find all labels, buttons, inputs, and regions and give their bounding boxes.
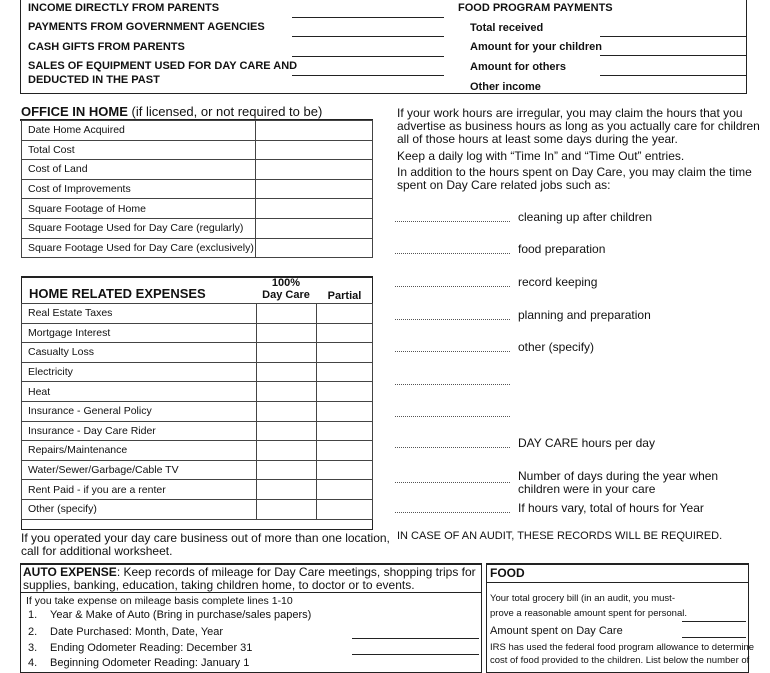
office-row-square-footage-of-home [22, 199, 373, 219]
office-row-value[interactable] [256, 179, 373, 199]
office-row-label: Square Footage of Home [22, 199, 256, 219]
expense-row-label: Rent Paid - if you are a renter [22, 480, 257, 500]
auto-expense-desc-a: : Keep records of mileage for Day Care meetings, shopping trips for [116, 565, 476, 579]
expenses-col-100-pct: 100% [271, 277, 301, 289]
office-row-square-footage-used-for-day-care-exclusively [22, 238, 373, 258]
expense-100-daycare-cell[interactable] [257, 382, 317, 402]
job-other-field[interactable] [395, 351, 510, 352]
job-other-label: other (specify) [518, 340, 595, 354]
expense-partial-cell[interactable] [317, 460, 373, 480]
office-row-value[interactable] [256, 238, 373, 258]
job-record-field[interactable] [395, 286, 510, 287]
days-in-care-field[interactable] [395, 482, 510, 483]
office-row-label: Total Cost [22, 140, 256, 160]
expenses-note-1: If you operated your day care business out of more than one location, [21, 531, 390, 545]
food-program-title: FOOD PROGRAM PAYMENTS [458, 2, 613, 14]
food-program-other-income-label: Other income [470, 81, 541, 93]
food-program-others-label: Amount for others [470, 61, 566, 73]
expense-100-daycare-cell[interactable] [257, 441, 317, 461]
expense-row-label: Insurance - Day Care Rider [22, 421, 257, 441]
expense-row-electricity [22, 362, 373, 382]
hours-p1c: all of those hours at least some days during the year. [397, 132, 678, 146]
expense-row-heat [22, 382, 373, 402]
expense-partial-cell[interactable] [317, 362, 373, 382]
hours-vary-field[interactable] [395, 512, 510, 513]
job-extra-field-2[interactable] [395, 416, 510, 417]
office-row-label: Square Footage Used for Day Care (exclusively) [22, 238, 256, 258]
job-food-field[interactable] [395, 253, 510, 254]
food-program-total-label: Total received [470, 22, 544, 34]
expense-partial-cell[interactable] [317, 499, 373, 519]
office-row-square-footage-used-for-day-care-regularly [22, 218, 373, 238]
expense-100-daycare-cell[interactable] [257, 480, 317, 500]
food-program-others-field[interactable] [600, 75, 747, 76]
expenses-table [21, 303, 373, 520]
day-care-hours-field[interactable] [395, 447, 510, 448]
income-label-gifts: CASH GIFTS FROM PARENTS [28, 41, 185, 53]
expense-partial-cell[interactable] [317, 382, 373, 402]
food-irs-1: IRS has used the federal food program allowance to determine [490, 642, 755, 653]
food-title: FOOD [490, 566, 525, 580]
expense-row-label: Heat [22, 382, 257, 402]
expense-row-real-estate-taxes [22, 304, 373, 324]
expense-row-insurance-general-policy [22, 401, 373, 421]
hours-p1b: advertise as business hours as long as you actually care for children [397, 119, 760, 133]
office-row-label: Cost of Land [22, 160, 256, 180]
office-row-label: Square Footage Used for Day Care (regularly) [22, 218, 256, 238]
expense-row-label: Other (specify) [22, 499, 257, 519]
expense-partial-cell[interactable] [317, 343, 373, 363]
office-row-value[interactable] [256, 199, 373, 219]
expense-row-repairs-maintenance [22, 441, 373, 461]
expenses-col-100 [256, 277, 316, 301]
days-in-care-label-a: Number of days during the year when [518, 469, 719, 483]
office-row-cost-of-improvements [22, 179, 373, 199]
hours-p3a: In addition to the hours spent on Day Care, you may claim the time [397, 165, 752, 179]
expense-partial-cell[interactable] [317, 480, 373, 500]
job-food-label: food preparation [518, 242, 606, 256]
auto-expense-desc-b: supplies, banking, education, taking children home, to doctor or to events. [23, 578, 415, 592]
expenses-title: HOME RELATED EXPENSES [29, 286, 206, 301]
hours-vary-label: If hours vary, total of hours for Year [518, 501, 704, 515]
office-title: OFFICE IN HOME [21, 104, 128, 119]
expense-partial-cell[interactable] [317, 304, 373, 324]
income-label-government: PAYMENTS FROM GOVERNMENT AGENCIES [28, 21, 265, 33]
expense-100-daycare-cell[interactable] [257, 421, 317, 441]
expense-row-label: Water/Sewer/Garbage/Cable TV [22, 460, 257, 480]
auto-expense-description [23, 565, 476, 579]
expense-100-daycare-cell[interactable] [257, 460, 317, 480]
office-row-value[interactable] [256, 218, 373, 238]
expense-100-daycare-cell[interactable] [257, 362, 317, 382]
office-row-total-cost [22, 140, 373, 160]
expense-row-label: Repairs/Maintenance [22, 441, 257, 461]
food-program-total-field[interactable] [600, 36, 747, 37]
expense-partial-cell[interactable] [317, 421, 373, 441]
auto-line-4-num: 4. [28, 657, 38, 669]
expense-row-rent-paid-if-you-are-a-renter [22, 480, 373, 500]
office-row-value[interactable] [256, 140, 373, 160]
expense-partial-cell[interactable] [317, 401, 373, 421]
expense-row-label: Electricity [22, 362, 257, 382]
auto-line-2-text: Date Purchased: Month, Date, Year [50, 626, 224, 638]
income-label-parents: INCOME DIRECTLY FROM PARENTS [28, 2, 220, 14]
hours-p2: Keep a daily log with “Time In” and “Time Out” entries. [397, 149, 685, 163]
job-planning-field[interactable] [395, 319, 510, 320]
expense-row-label: Real Estate Taxes [22, 304, 257, 324]
food-grocery-1: Your total grocery bill (in an audit, you must- [490, 593, 675, 604]
auto-line-2-field[interactable] [352, 638, 479, 639]
auto-line-3-text: Ending Odometer Reading: December 31 [50, 642, 253, 654]
office-subtitle: (if licensed, or not required to be) [131, 104, 323, 119]
day-care-hours-label: DAY CARE hours per day [518, 436, 655, 450]
office-heading [21, 104, 322, 119]
expense-row-label: Mortgage Interest [22, 323, 257, 343]
food-title-rule [487, 582, 748, 583]
auto-line-3-field[interactable] [352, 654, 479, 655]
expense-row-mortgage-interest [22, 323, 373, 343]
expense-partial-cell[interactable] [317, 323, 373, 343]
income-label-deducted: DEDUCTED IN THE PAST [28, 74, 160, 86]
auto-expense-title: AUTO EXPENSE [23, 565, 117, 579]
expenses-col-partial: Partial [327, 290, 362, 302]
office-row-label: Cost of Improvements [22, 179, 256, 199]
auto-line-1-num: 1. [28, 609, 38, 621]
auto-mileage-note: If you take expense on mileage basis complete lines 1-10 [26, 595, 293, 607]
auto-line-4-text: Beginning Odometer Reading: January 1 [50, 657, 250, 669]
food-grocery-2: prove a reasonable amount spent for personal. [490, 608, 687, 619]
office-row-date-home-acquired [22, 121, 373, 141]
food-program-children-field[interactable] [600, 55, 747, 56]
income-sales-field[interactable] [292, 75, 444, 76]
auto-line-2-num: 2. [28, 626, 38, 638]
job-extra-field-1[interactable] [395, 384, 510, 385]
income-gifts-field[interactable] [292, 56, 444, 57]
days-in-care-label-b: children were in your care [518, 482, 656, 496]
expense-row-other-specify [22, 499, 373, 519]
expense-partial-cell[interactable] [317, 441, 373, 461]
expense-100-daycare-cell[interactable] [257, 401, 317, 421]
expense-100-daycare-cell[interactable] [257, 499, 317, 519]
income-label-sales: SALES OF EQUIPMENT USED FOR DAY CARE AND [28, 60, 298, 72]
office-row-value[interactable] [256, 121, 373, 141]
expense-row-casualty-loss [22, 343, 373, 363]
auto-desc-rule [21, 592, 481, 593]
food-irs-2: cost of food provided to the children. List below the number of [490, 655, 750, 666]
audit-notice: IN CASE OF AN AUDIT, THESE RECORDS WILL BE REQUIRED. [397, 530, 723, 542]
expense-100-daycare-cell[interactable] [257, 323, 317, 343]
food-amount-field[interactable] [682, 637, 746, 638]
expense-row-label: Insurance - General Policy [22, 401, 257, 421]
expenses-note-2: call for additional worksheet. [21, 544, 173, 558]
food-grocery-field[interactable] [682, 621, 746, 622]
auto-line-1-text: Year & Make of Auto (Bring in purchase/sales papers) [50, 609, 312, 621]
income-government-field[interactable] [292, 36, 444, 37]
auto-line-3-num: 3. [28, 642, 38, 654]
office-row-value[interactable] [256, 160, 373, 180]
office-table [21, 120, 373, 258]
hours-p3b: spent on Day Care related jobs such as: [397, 178, 611, 192]
job-record-label: record keeping [518, 275, 598, 289]
expense-100-daycare-cell[interactable] [257, 343, 317, 363]
job-cleaning-field[interactable] [395, 221, 510, 222]
expenses-col-100-daycare: Day Care [262, 289, 310, 301]
expense-row-insurance-day-care-rider [22, 421, 373, 441]
hours-p1a: If your work hours are irregular, you may claim the hours that you [397, 106, 743, 120]
food-program-children-label: Amount for your children [470, 41, 602, 53]
expense-row-water-sewer-garbage-cable-tv [22, 460, 373, 480]
food-amount-label: Amount spent on Day Care [490, 625, 623, 637]
job-cleaning-label: cleaning up after children [518, 210, 653, 224]
income-parents-field[interactable] [292, 17, 444, 18]
office-row-cost-of-land [22, 160, 373, 180]
expense-100-daycare-cell[interactable] [257, 304, 317, 324]
office-row-label: Date Home Acquired [22, 121, 256, 141]
expense-row-label: Casualty Loss [22, 343, 257, 363]
job-planning-label: planning and preparation [518, 308, 651, 322]
